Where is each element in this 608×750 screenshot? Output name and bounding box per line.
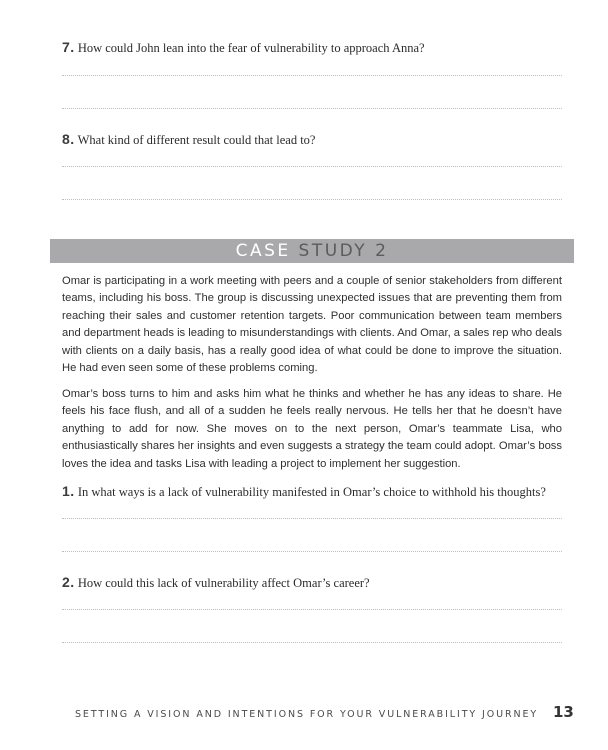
answer-line[interactable]: [62, 75, 562, 76]
page-number: 13: [553, 703, 574, 721]
question-text: What kind of different result could that lead to?: [77, 133, 316, 147]
answer-line[interactable]: [62, 199, 562, 200]
question-1: [62, 483, 562, 500]
answer-line[interactable]: [62, 642, 562, 643]
case-study-title-word1: CASE: [235, 241, 291, 261]
question-number: 7.: [62, 39, 75, 55]
question-text: How could this lack of vulnerability affect Omar’s career?: [77, 576, 370, 590]
answer-line[interactable]: [62, 551, 562, 552]
running-footer: SETTING A VISION AND INTENTIONS FOR YOUR VULNERABILITY JOURNEY: [75, 709, 539, 720]
answer-line[interactable]: [62, 166, 562, 167]
question-text: In what ways is a lack of vulnerability manifested in Omar’s choice to withhold his thoughts?: [77, 485, 546, 499]
answer-line[interactable]: [62, 609, 562, 610]
question-7: [62, 39, 562, 56]
case-study-paragraph-1: Omar is participating in a work meeting with peers and a couple of senior stakeholders from different teams, including his boss. The group is discussing unexpected issues that are preventing them from reaching their sales and customer retention targets. Poor communication between team members and department heads is leading to misunderstandings with clients. And Omar, a sales rep who deals with clients on a daily basis, has a really good idea of what could be done to improve the situation. He had even seen some of these problems coming.: [62, 275, 562, 375]
question-2: [62, 574, 562, 591]
case-study-title-word2: STUDY 2: [298, 241, 389, 261]
answer-line[interactable]: [62, 108, 562, 109]
question-text: How could John lean into the fear of vulnerability to approach Anna?: [77, 41, 425, 55]
case-study-banner: [50, 239, 574, 263]
case-study-paragraph-2: Omar’s boss turns to him and asks him what he thinks and whether he has any ideas to share. He feels his face flush, and all of a sudden he feels really nervous. He tells her that he doesn’t have anything to add for now. She moves on to the next person, Omar’s teammate Lisa, who enthusiastically shares her insights and even suggests a strategy the team could adopt. Omar’s boss loves the idea and tasks Lisa with leading a project to implement her suggestion.: [62, 388, 562, 470]
question-8: [62, 131, 562, 148]
question-number: 2.: [62, 574, 75, 590]
question-number: 1.: [62, 483, 75, 499]
answer-line[interactable]: [62, 518, 562, 519]
question-number: 8.: [62, 131, 75, 147]
